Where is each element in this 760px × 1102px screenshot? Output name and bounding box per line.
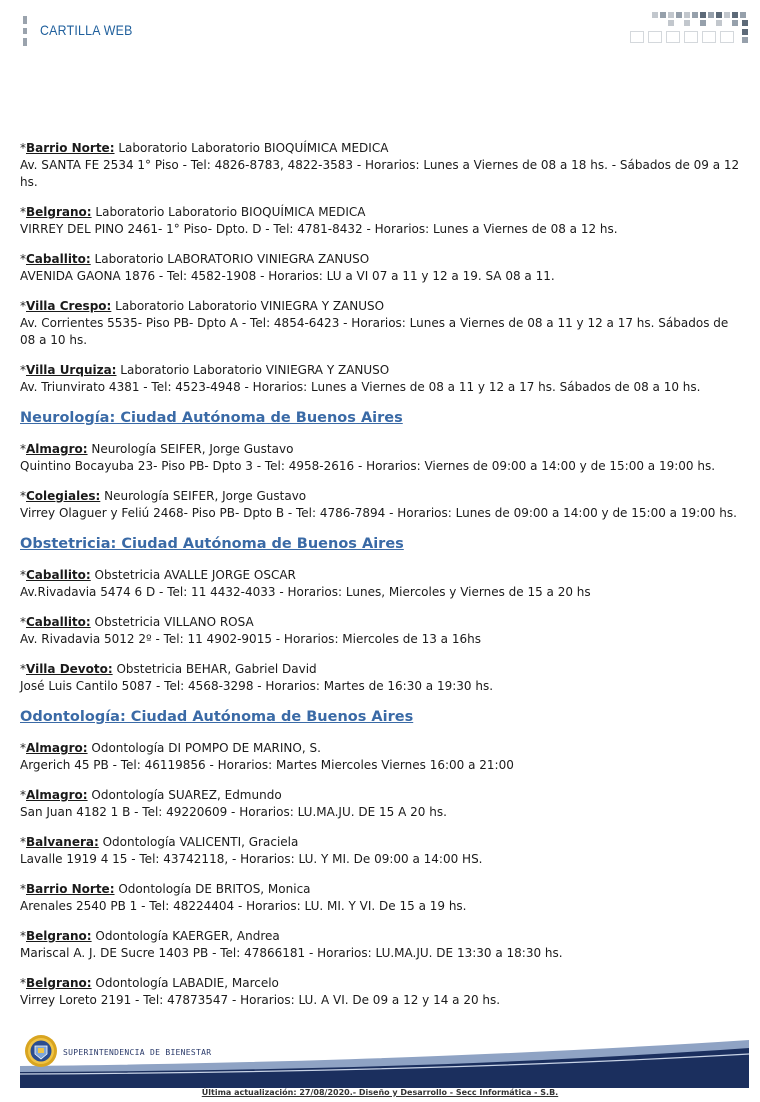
provider-entry (20, 298, 745, 349)
entry-details: José Luis Cantilo 5087 - Tel: 4568-3298 - Horarios: Martes de 16:30 a 19:30 hs. (20, 679, 494, 693)
entry-provider: Odontología DE BRITOS, Monica (114, 882, 311, 896)
entry-provider: Odontología SUAREZ, Edmundo (87, 788, 282, 802)
entry-bullet: * (20, 299, 26, 313)
entry-details: VIRREY DEL PINO 2461- 1° Piso- Dpto. D - Tel: 4781-8432 - Horarios: Lunes a Viernes de 08 a 12 hs. (20, 222, 618, 236)
entry-provider: Laboratorio Laboratorio BIOQUÍMICA MEDICA (114, 141, 389, 155)
entry-details: Av. Triunvirato 4381 - Tel: 4523-4948 - Horarios: Lunes a Viernes de 08 a 11 y 12 a 17 hs. Sábados de 08 a 10 hs. (20, 380, 701, 394)
entry-location: Villa Crespo: (26, 299, 112, 313)
entry-details: Av. Corrientes 5535- Piso PB- Dpto A - Tel: 4854-6423 - Horarios: Lunes a Viernes de 08 a 11 y 12 a 17 hs. Sábados de 08 a 10 hs. (20, 316, 729, 347)
entry-bullet: * (20, 568, 26, 582)
page-footer (20, 1028, 749, 1088)
entry-provider: Laboratorio Laboratorio VINIEGRA Y ZANUSO (116, 363, 390, 377)
entry-location: Villa Urquiza: (26, 363, 117, 377)
entry-bullet: * (20, 363, 26, 377)
provider-entry (20, 614, 745, 648)
provider-entry (20, 661, 745, 695)
provider-entry (20, 787, 745, 821)
entry-bullet: * (20, 489, 26, 503)
entry-bullet: * (20, 788, 26, 802)
provider-entry (20, 881, 745, 915)
provider-entry (20, 140, 745, 191)
provider-entry (20, 441, 745, 475)
section-title-link[interactable]: Neurología: Ciudad Autónoma de Buenos Aires (20, 410, 403, 426)
entry-location: Belgrano: (26, 929, 92, 943)
entry-details: Av. Rivadavia 5012 2º - Tel: 11 4902-9015 - Horarios: Miercoles de 13 a 16hs (20, 632, 481, 646)
entry-bullet: * (20, 835, 26, 849)
entry-details: Quintino Bocayuba 23- Piso PB- Dpto 3 - Tel: 4958-2616 - Horarios: Viernes de 09:00 a 14:00 y de 15:00 a 19:00 hs. (20, 459, 716, 473)
entry-provider: Neurología SEIFER, Jorge Gustavo (100, 489, 307, 503)
entry-bullet: * (20, 741, 26, 755)
entry-details: Av. SANTA FE 2534 1° Piso - Tel: 4826-8783, 4822-3583 - Horarios: Lunes a Viernes de 08 a 18 hs. - Sábados de 09 a 12 hs. (20, 158, 740, 189)
entry-provider: Odontología VALICENTI, Graciela (98, 835, 299, 849)
section-title-link[interactable]: Odontología: Ciudad Autónoma de Buenos Aires (20, 709, 414, 725)
entry-provider: Laboratorio LABORATORIO VINIEGRA ZANUSO (90, 252, 370, 266)
entry-provider: Obstetricia AVALLE JORGE OSCAR (90, 568, 296, 582)
footer-update-note: Última actualización: 27/08/2020.- Diseño y Desarrollo - Secc Informática - S.B. (201, 1088, 559, 1097)
provider-entry (20, 362, 745, 396)
footer-wave-graphic (20, 1028, 749, 1088)
provider-entry (20, 204, 745, 238)
entry-details: Virrey Loreto 2191 - Tel: 47873547 - Horarios: LU. A VI. De 09 a 12 y 14 a 20 hs. (20, 993, 501, 1007)
entry-bullet: * (20, 615, 26, 629)
entry-bullet: * (20, 252, 26, 266)
provider-entry (20, 928, 745, 962)
entry-location: Belgrano: (26, 976, 92, 990)
provider-entry (20, 251, 745, 285)
provider-entry (20, 567, 745, 601)
entry-bullet: * (20, 929, 26, 943)
entry-provider: Obstetricia VILLANO ROSA (90, 615, 254, 629)
page-header (0, 0, 760, 60)
entry-location: Caballito: (26, 615, 91, 629)
entry-details: Arenales 2540 PB 1 - Tel: 48224404 - Horarios: LU. MI. Y VI. De 15 a 19 hs. (20, 899, 467, 913)
section-title-link[interactable]: Obstetricia: Ciudad Autónoma de Buenos Aires (20, 536, 404, 552)
provider-entry (20, 975, 745, 1009)
entry-location: Balvanera: (26, 835, 99, 849)
header-bar-icon (23, 16, 27, 46)
provider-entry (20, 488, 745, 522)
institution-seal-icon (24, 1034, 58, 1068)
provider-list (20, 140, 745, 1022)
provider-entry (20, 834, 745, 868)
entry-provider: Laboratorio Laboratorio BIOQUÍMICA MEDICA (91, 205, 366, 219)
entry-details: Lavalle 1919 4 15 - Tel: 43742118, - Horarios: LU. Y MI. De 09:00 a 14:00 HS. (20, 852, 483, 866)
entry-location: Caballito: (26, 252, 91, 266)
entry-location: Belgrano: (26, 205, 92, 219)
entry-details: Argerich 45 PB - Tel: 46119856 - Horarios: Martes Miercoles Viernes 16:00 a 21:00 (20, 758, 514, 772)
entry-location: Barrio Norte: (26, 882, 115, 896)
entry-location: Almagro: (26, 741, 88, 755)
entry-bullet: * (20, 882, 26, 896)
entry-provider: Obstetricia BEHAR, Gabriel David (112, 662, 317, 676)
entry-bullet: * (20, 662, 26, 676)
provider-entry (20, 740, 745, 774)
entry-location: Villa Devoto: (26, 662, 113, 676)
entry-location: Almagro: (26, 788, 88, 802)
header-title: CARTILLA WEB (40, 22, 133, 38)
entry-provider: Odontología LABADIE, Marcelo (91, 976, 279, 990)
entry-details: San Juan 4182 1 B - Tel: 49220609 - Horarios: LU.MA.JU. DE 15 A 20 hs. (20, 805, 447, 819)
entry-provider: Odontología KAERGER, Andrea (91, 929, 280, 943)
entry-bullet: * (20, 442, 26, 456)
entry-details: Mariscal A. J. DE Sucre 1403 PB - Tel: 47866181 - Horarios: LU.MA.JU. DE 13:30 a 18:30 hs. (20, 946, 563, 960)
entry-details: AVENIDA GAONA 1876 - Tel: 4582-1908 - Horarios: LU a VI 07 a 11 y 12 a 19. SA 08 a 11. (20, 269, 555, 283)
entry-provider: Laboratorio Laboratorio VINIEGRA Y ZANUSO (111, 299, 385, 313)
entry-location: Almagro: (26, 442, 88, 456)
entry-details: Av.Rivadavia 5474 6 D - Tel: 11 4432-4033 - Horarios: Lunes, Miercoles y Viernes de 15 a 20 hs (20, 585, 591, 599)
entry-bullet: * (20, 976, 26, 990)
entry-provider: Odontología DI POMPO DE MARINO, S. (87, 741, 321, 755)
entry-bullet: * (20, 205, 26, 219)
entry-location: Colegiales: (26, 489, 101, 503)
entry-location: Caballito: (26, 568, 91, 582)
entry-bullet: * (20, 141, 26, 155)
entry-provider: Neurología SEIFER, Jorge Gustavo (87, 442, 294, 456)
entry-details: Virrey Olaguer y Feliú 2468- Piso PB- Dpto B - Tel: 4786-7894 - Horarios: Lunes de 09:00 a 14:00 y de 15:00 a 19:00 hs. (20, 506, 737, 520)
entry-location: Barrio Norte: (26, 141, 115, 155)
footer-org-name: SUPERINTENDENCIA DE BIENESTAR (63, 1048, 212, 1057)
header-grid-decoration (630, 12, 752, 46)
